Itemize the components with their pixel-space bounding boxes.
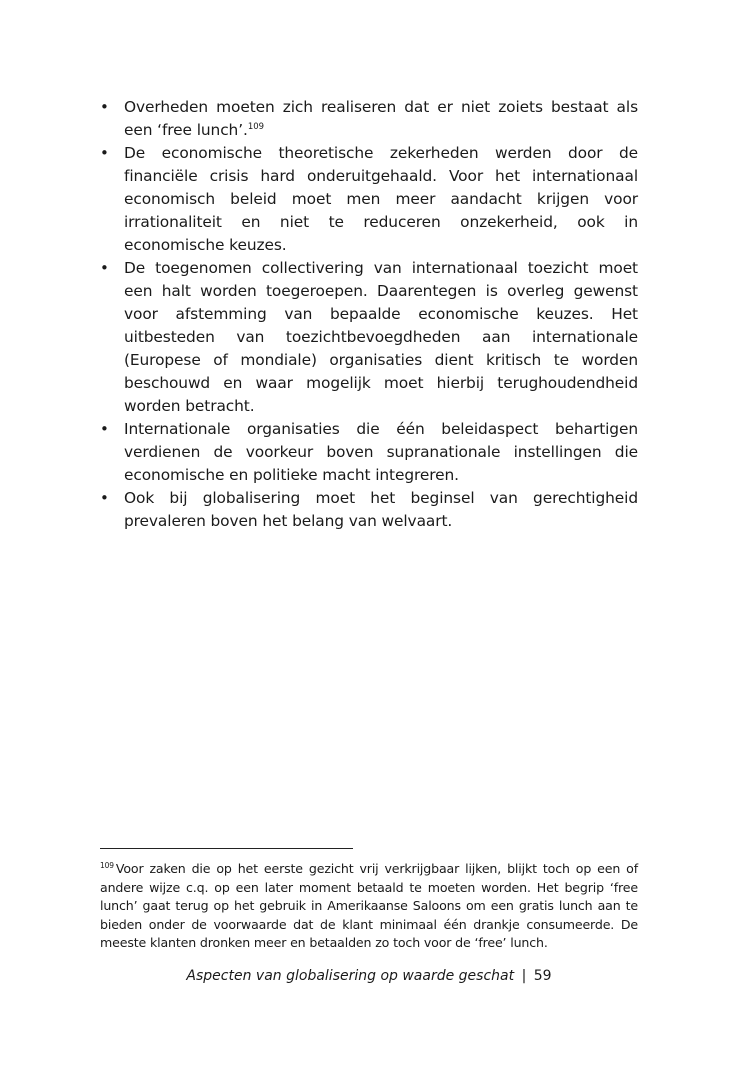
footnote-number: 109 [100, 861, 114, 870]
footnote-reference[interactable]: 109 [247, 122, 265, 132]
footer-separator: | [521, 968, 527, 984]
bullet-text: De toegenomen collectivering van internationaal toezicht moet een halt worden toegeroepen. Daarentegen is overleg gewenst voor afstemming van bepaalde economische keuzes. Het uitbesteden van toezichtbevoegdheden aan internationale (Europese of mondiale) organisaties dient kritisch te worden beschouwd en waar mogelijk moet hierbij terughoudendheid worden betracht. [124, 259, 638, 415]
footnote-divider [100, 848, 353, 849]
bullet-point-icon: • [100, 489, 109, 507]
bullet-point-icon: • [100, 420, 109, 438]
bullet-text: Ook bij globalisering moet het beginsel van gerechtigheid prevaleren boven het belang van welvaart. [124, 489, 638, 530]
bullet-text: Internationale organisaties die één beleidaspect behartigen verdienen de voorkeur boven supranationale instellingen die economische en politieke macht integreren. [124, 420, 638, 484]
bullet-item-4 [100, 418, 638, 487]
bullet-text: De economische theoretische zekerheden werden door de financiële crisis hard onderuitgehaald. Voor het internationaal economisch beleid moet men meer aandacht krijgen voor irrationaliteit en niet te reduceren onzekerheid, ook in economische keuzes. [124, 144, 638, 254]
bullet-item-3 [100, 257, 638, 418]
bullet-text-content: Overheden moeten zich realiseren dat er niet zoiets bestaat als een ‘free lunch’. [124, 98, 638, 139]
page-number: 59 [533, 968, 552, 984]
policy-bullet-list [100, 96, 638, 533]
running-footer [100, 966, 638, 986]
bullet-item-5 [100, 487, 638, 533]
footnote-text: Voor zaken die op het eerste gezicht vrij verkrijgbaar lijken, blijkt toch op een of andere wijze c.q. op een later moment betaald te moeten worden. Het begrip ‘free lunch’ gaat terug op het gebruik in Amerikaanse Saloons om een gratis lunch aan te bieden onder de voorwaarde dat de klant minimaal één drankje consumeerde. De meeste klanten dronken meer en betaalden zo toch voor de ‘free’ lunch. [100, 861, 638, 950]
bullet-item-1 [100, 96, 638, 142]
bullet-point-icon: • [100, 98, 109, 116]
bullet-text [124, 98, 638, 139]
bullet-item-2 [100, 142, 638, 257]
book-title: Aspecten van globalisering op waarde geschat [186, 968, 515, 984]
bullet-point-icon: • [100, 144, 109, 162]
footnote [100, 860, 638, 953]
bullet-point-icon: • [100, 259, 109, 277]
